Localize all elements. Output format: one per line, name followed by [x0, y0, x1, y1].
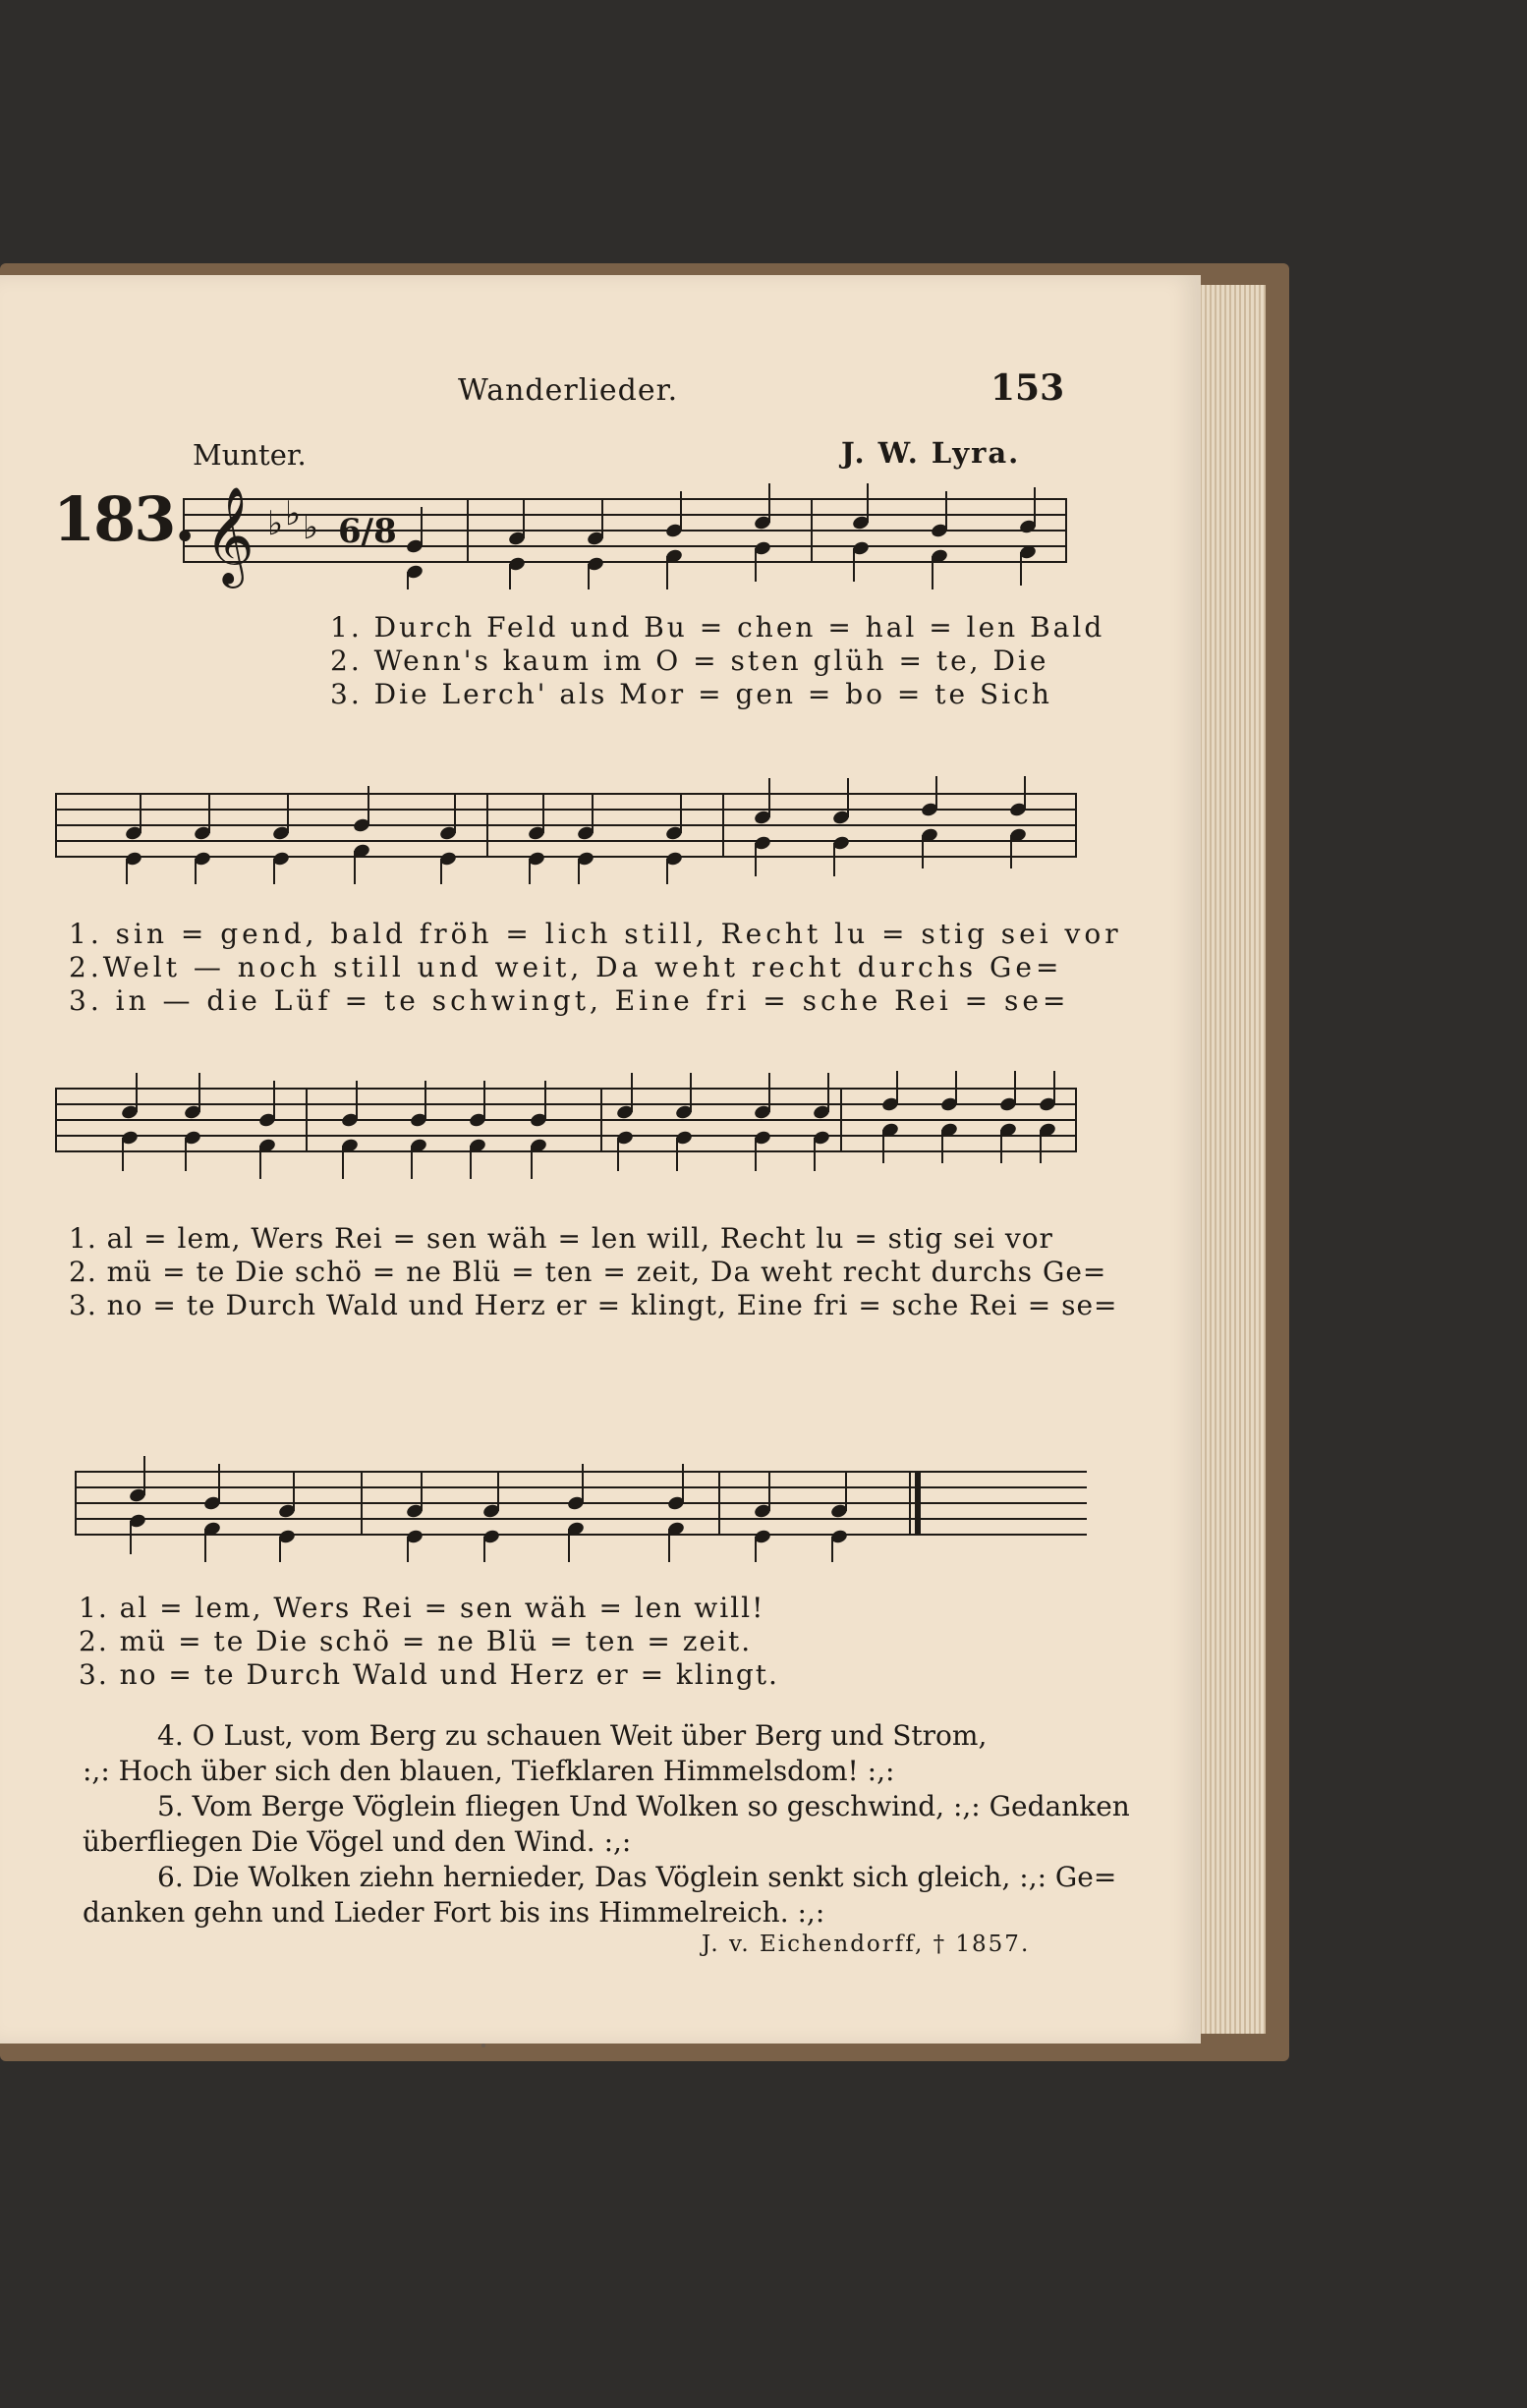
stanza-line: :,: Hoch über sich den blauen, Tiefklaren Himmelsdom! :,:	[83, 1755, 895, 1787]
flat-icon: ♭	[285, 494, 302, 533]
page-edges	[1197, 285, 1266, 2034]
stanza-line: 6. Die Wolken ziehn hernieder, Das Vöglein senkt sich gleich, :,: Ge=	[157, 1861, 1117, 1893]
poet-attribution: J. v. Eichendorff, † 1857.	[702, 1932, 1031, 1957]
note-group	[120, 1071, 1056, 1179]
lyric-line: 1. sin = gend, bald fröh = lich still, Recht lu = stig sei vor	[69, 918, 1122, 950]
lyric-line: 3. no = te Durch Wald und Herz er = klingt.	[79, 1658, 779, 1691]
lyric-line: 1. al = lem, Wers Rei = sen wäh = len will, Recht lu = stig sei vor	[69, 1222, 1053, 1255]
page-number: 153	[990, 367, 1065, 409]
hymn-number: 183.	[53, 483, 195, 555]
composer-name: J. W. Lyra.	[841, 436, 1021, 470]
flat-icon: ♭	[303, 508, 319, 547]
lyric-line: 3. in — die Lüf = te schwingt, Eine fri = sche Rei = se=	[69, 984, 1070, 1017]
book-page	[0, 275, 1201, 2044]
music-staff-2	[55, 776, 1077, 884]
running-header: Wanderlieder.	[458, 373, 679, 408]
stanza-line: danken gehn und Lieder Fort bis ins Himmelreich. :,:	[83, 1896, 825, 1929]
lyric-line: 2. Wenn's kaum im O = sten glüh = te, Die	[330, 644, 1049, 677]
lyric-line: 2.Welt — noch still und weit, Da weht recht durchs Ge=	[69, 951, 1063, 983]
time-signature: 6/8	[338, 512, 397, 551]
stanza-line: 4. O Lust, vom Berg zu schauen Weit über Berg und Strom,	[157, 1719, 988, 1752]
paper-speck	[481, 2044, 485, 2047]
tempo-marking: Munter.	[193, 438, 307, 472]
lyric-line: 2. mü = te Die schö = ne Blü = ten = zeit, Da weht recht durchs Ge=	[69, 1256, 1107, 1288]
stanza-line: überfliegen Die Vögel und den Wind. :,:	[83, 1825, 632, 1858]
lyric-line: 1. al = lem, Wers Rei = sen wäh = len will!	[79, 1592, 765, 1624]
stanza-line: 5. Vom Berge Vöglein fliegen Und Wolken so geschwind, :,: Gedanken	[157, 1790, 1130, 1822]
lyric-line: 3. no = te Durch Wald und Herz er = klingt, Eine fri = sche Rei = se=	[69, 1289, 1118, 1321]
flat-icon: ♭	[267, 504, 284, 543]
music-staff-4	[75, 1454, 1087, 1562]
music-staff-3	[55, 1071, 1077, 1179]
note-group	[124, 776, 1027, 884]
lyric-line: 1. Durch Feld und Bu = chen = hal = len Bald	[330, 611, 1105, 644]
lyric-line: 2. mü = te Die schö = ne Blü = ten = zeit.	[79, 1625, 753, 1657]
music-staff-1	[183, 481, 1067, 589]
treble-clef-icon: 𝄞	[204, 486, 254, 585]
lyric-line: 3. Die Lerch' als Mor = gen = bo = te Sich	[330, 678, 1052, 710]
